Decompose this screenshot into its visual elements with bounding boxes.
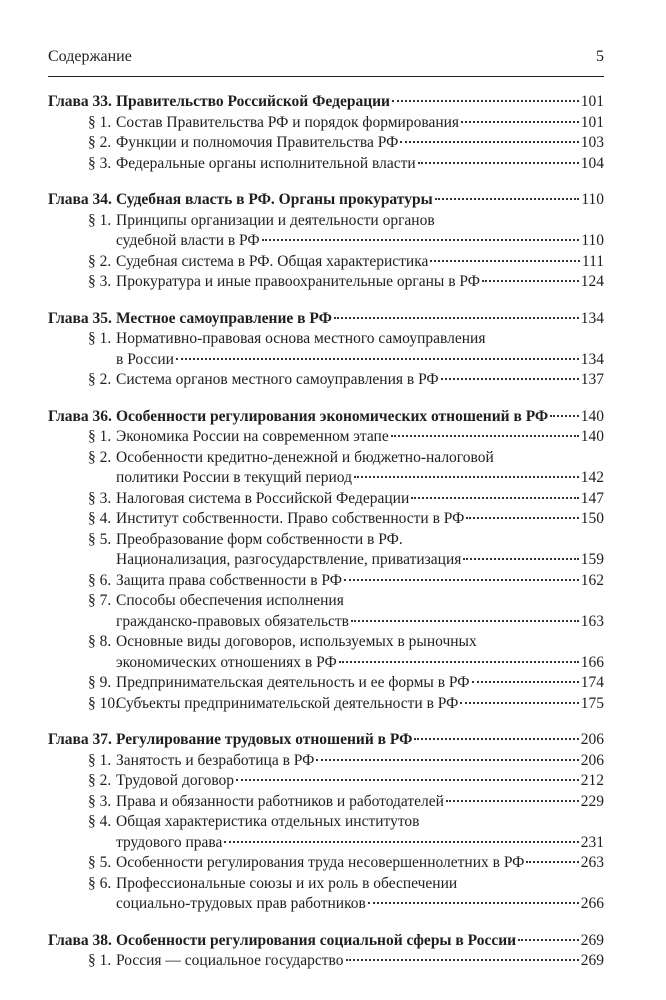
section-page: 174 <box>580 674 604 691</box>
dot-leader <box>460 702 578 704</box>
section-title: Защита права собственности в РФ <box>116 571 343 589</box>
chapter-number: Глава 33. <box>48 93 112 110</box>
dot-leader <box>351 620 579 622</box>
section-entry[interactable] <box>48 448 604 469</box>
section-entry-continuation <box>48 833 604 854</box>
section-number: § 1. <box>88 952 112 969</box>
section-number: § 5. <box>88 530 112 548</box>
section-title: Профессиональные союзы и их роль в обеспечении <box>116 874 458 892</box>
dot-leader <box>518 939 579 941</box>
dot-leader <box>446 800 579 802</box>
dot-leader <box>463 558 578 560</box>
section-number: § 2. <box>88 252 112 270</box>
section-title: Федеральные органы исполнительной власти <box>116 154 416 172</box>
chapter-title: Особенности регулирования социальной сферы в России <box>116 931 517 949</box>
section-title: Предпринимательская деятельность и ее формы в РФ <box>116 674 470 691</box>
dot-leader <box>262 239 580 241</box>
section-number: § 3. <box>88 792 112 810</box>
chapter-title: Местное самоуправление в РФ <box>116 309 332 327</box>
section-entry[interactable] <box>48 489 604 510</box>
section-title: Национализация, разгосударствление, приватизация <box>116 551 462 568</box>
section-title: Нормативно-правовая основа местного самоуправления <box>116 330 486 347</box>
section-entry[interactable] <box>48 154 604 175</box>
section-entry[interactable] <box>48 632 604 653</box>
chapter-page: 101 <box>580 93 604 110</box>
section-page: 104 <box>580 154 604 172</box>
dot-leader <box>339 661 579 663</box>
section-title: Функции и полномочия Правительства РФ <box>116 134 399 151</box>
section-title: Налоговая система в Российской Федерации <box>116 489 410 507</box>
dot-leader <box>346 959 579 961</box>
chapter-title: Регулирование трудовых отношений в РФ <box>116 731 413 748</box>
section-page: 212 <box>580 772 604 789</box>
section-entry[interactable] <box>48 694 604 715</box>
section-entry[interactable] <box>48 427 604 448</box>
section-entry[interactable] <box>48 530 604 551</box>
section-number: § 1. <box>88 428 112 445</box>
section-title: экономических отношениях в РФ <box>116 653 337 671</box>
section-title: Состав Правительства РФ и порядок формирования <box>116 113 460 131</box>
chapter-title: Правительство Российской Федерации <box>116 93 390 110</box>
section-number: § 3. <box>88 154 112 172</box>
section-page: 206 <box>580 751 604 769</box>
section-number: § 3. <box>88 273 112 290</box>
dot-leader <box>441 378 579 380</box>
section-number: § 6. <box>88 874 112 892</box>
section-page: 150 <box>580 510 604 527</box>
chapter-block <box>48 309 604 391</box>
section-page: 231 <box>580 833 604 851</box>
chapter-block <box>48 407 604 715</box>
chapter-page: 269 <box>580 931 604 949</box>
dot-leader <box>400 141 578 143</box>
section-page: 163 <box>580 612 604 630</box>
section-entry[interactable] <box>48 591 604 612</box>
chapter-number: Глава 34. <box>48 191 112 208</box>
section-entry[interactable] <box>48 874 604 895</box>
section-number: § 2. <box>88 448 112 466</box>
dot-leader <box>461 121 579 123</box>
chapter-title: Судебная власть в РФ. Органы прокуратуры <box>116 191 433 208</box>
header-title: Содержание <box>48 48 132 65</box>
dot-leader <box>466 517 578 519</box>
chapter-title: Особенности регулирования экономических отношений в РФ <box>116 407 549 425</box>
section-number: § 4. <box>88 510 112 527</box>
dot-leader <box>176 358 579 360</box>
section-entry[interactable] <box>48 812 604 833</box>
section-title: судебной власти в РФ <box>116 232 260 249</box>
section-number: § 1. <box>88 751 112 769</box>
section-entry[interactable] <box>48 771 604 792</box>
dot-leader <box>550 415 579 417</box>
section-entry[interactable] <box>48 571 604 592</box>
section-entry-continuation <box>48 231 604 252</box>
section-page: 266 <box>580 895 604 912</box>
chapter-block <box>48 190 604 293</box>
section-number: § 1. <box>88 211 112 229</box>
section-page: 101 <box>580 113 604 131</box>
section-title: в России <box>116 350 174 368</box>
section-number: § 8. <box>88 633 112 650</box>
dot-leader <box>391 435 579 437</box>
dot-leader <box>430 260 580 262</box>
dot-leader <box>368 902 579 904</box>
chapter-heading[interactable] <box>48 407 604 428</box>
chapter-number: Глава 38. <box>48 931 112 949</box>
section-title: Преобразование форм собственности в РФ. <box>116 530 403 548</box>
section-number: § 10. <box>88 694 119 712</box>
chapter-heading[interactable] <box>48 190 604 211</box>
section-title: Трудовой договор <box>116 772 235 789</box>
dot-leader <box>435 198 580 200</box>
dot-leader <box>224 841 578 843</box>
section-entry[interactable] <box>48 252 604 273</box>
section-page: 229 <box>580 792 604 810</box>
dot-leader <box>236 779 579 781</box>
section-number: § 3. <box>88 489 112 507</box>
dot-leader <box>316 759 578 761</box>
chapter-page: 140 <box>580 407 604 425</box>
section-title: Субъекты предпринимательской деятельности в РФ <box>116 694 459 712</box>
section-entry-continuation <box>48 612 604 633</box>
dot-leader <box>526 861 578 863</box>
section-entry-continuation <box>48 653 604 674</box>
section-page: 162 <box>580 571 604 589</box>
dot-leader <box>418 162 579 164</box>
header-rule <box>48 76 604 77</box>
dot-leader <box>411 497 579 499</box>
section-page: 110 <box>581 232 604 249</box>
section-entry[interactable] <box>48 370 604 391</box>
section-entry-continuation <box>48 550 604 571</box>
section-entry[interactable] <box>48 673 604 694</box>
section-title: Общая характеристика отдельных институтов <box>116 813 420 830</box>
section-entry[interactable] <box>48 272 604 293</box>
section-entry[interactable] <box>48 751 604 772</box>
chapter-number: Глава 35. <box>48 309 112 327</box>
dot-leader <box>344 579 579 581</box>
section-page: 159 <box>580 551 604 568</box>
dot-leader <box>482 280 579 282</box>
section-entry-continuation <box>48 894 604 915</box>
section-title: Судебная система в РФ. Общая характеристика <box>116 252 429 270</box>
section-title: гражданско-правовых обязательств <box>116 612 349 630</box>
chapter-page: 134 <box>580 309 604 327</box>
section-page: 103 <box>580 134 604 151</box>
section-title: Занятость и безработица в РФ <box>116 751 315 769</box>
dot-leader <box>392 100 579 102</box>
section-title: Особенности регулирования труда несовершеннолетних в РФ <box>116 854 525 871</box>
section-page: 175 <box>580 694 604 712</box>
section-entry-continuation <box>48 468 604 489</box>
section-number: § 4. <box>88 813 112 830</box>
dot-leader <box>472 681 579 683</box>
section-title: Экономика России на современном этапе <box>116 428 389 445</box>
section-title: политики России в текущий период <box>116 469 352 486</box>
section-page: 134 <box>580 350 604 368</box>
section-entry[interactable] <box>48 329 604 350</box>
chapter-number: Глава 36. <box>48 407 112 425</box>
section-number: § 1. <box>88 330 112 347</box>
dot-leader <box>354 476 579 478</box>
section-page: 147 <box>580 489 604 507</box>
section-page: 269 <box>580 952 604 969</box>
section-number: § 2. <box>88 772 112 789</box>
section-entry[interactable] <box>48 951 604 972</box>
chapter-heading[interactable] <box>48 309 604 330</box>
section-number: § 9. <box>88 674 112 691</box>
section-title: социально-трудовых прав работников <box>116 895 366 912</box>
section-number: § 2. <box>88 134 112 151</box>
section-title: Основные виды договоров, используемых в рыночных <box>116 633 477 650</box>
table-of-contents <box>48 92 604 988</box>
running-header <box>48 48 604 66</box>
section-entry[interactable] <box>48 792 604 813</box>
chapter-block <box>48 92 604 174</box>
section-entry-continuation <box>48 350 604 371</box>
chapter-heading[interactable] <box>48 931 604 952</box>
section-number: § 1. <box>88 113 112 131</box>
section-title: Принципы организации и деятельности органов <box>116 211 435 229</box>
section-page: 124 <box>580 273 604 290</box>
section-entry[interactable] <box>48 133 604 154</box>
section-page: 137 <box>580 371 604 388</box>
section-number: § 6. <box>88 571 112 589</box>
chapter-page: 206 <box>580 731 604 748</box>
section-title: трудового права <box>116 833 223 851</box>
section-number: § 5. <box>88 854 112 871</box>
section-title: Система органов местного самоуправления в РФ <box>116 371 439 388</box>
section-entry[interactable] <box>48 853 604 874</box>
section-entry[interactable] <box>48 211 604 232</box>
section-page: 166 <box>580 653 604 671</box>
chapter-page: 110 <box>581 191 604 208</box>
chapter-heading[interactable] <box>48 730 604 751</box>
section-page: 142 <box>580 469 604 486</box>
header-page-number: 5 <box>596 48 604 65</box>
section-title: Особенности кредитно-денежной и бюджетно-налоговой <box>116 448 494 466</box>
section-number: § 7. <box>88 592 112 609</box>
dot-leader <box>334 317 579 319</box>
dot-leader <box>414 738 578 740</box>
section-title: Россия — социальное государство <box>116 952 344 969</box>
chapter-number: Глава 37. <box>48 731 112 748</box>
section-title: Институт собственности. Право собственности в РФ <box>116 510 465 527</box>
section-page: 140 <box>580 428 604 445</box>
chapter-block <box>48 931 604 972</box>
section-page: 263 <box>580 854 604 871</box>
chapter-block <box>48 730 604 915</box>
section-entry[interactable] <box>48 509 604 530</box>
section-title: Способы обеспечения исполнения <box>116 592 344 609</box>
section-number: § 2. <box>88 371 112 388</box>
section-title: Права и обязанности работников и работодателей <box>116 792 444 810</box>
section-title: Прокуратура и иные правоохранительные органы в РФ <box>116 273 480 290</box>
chapter-heading[interactable] <box>48 92 604 113</box>
section-entry[interactable] <box>48 113 604 134</box>
section-page: 111 <box>581 252 604 270</box>
